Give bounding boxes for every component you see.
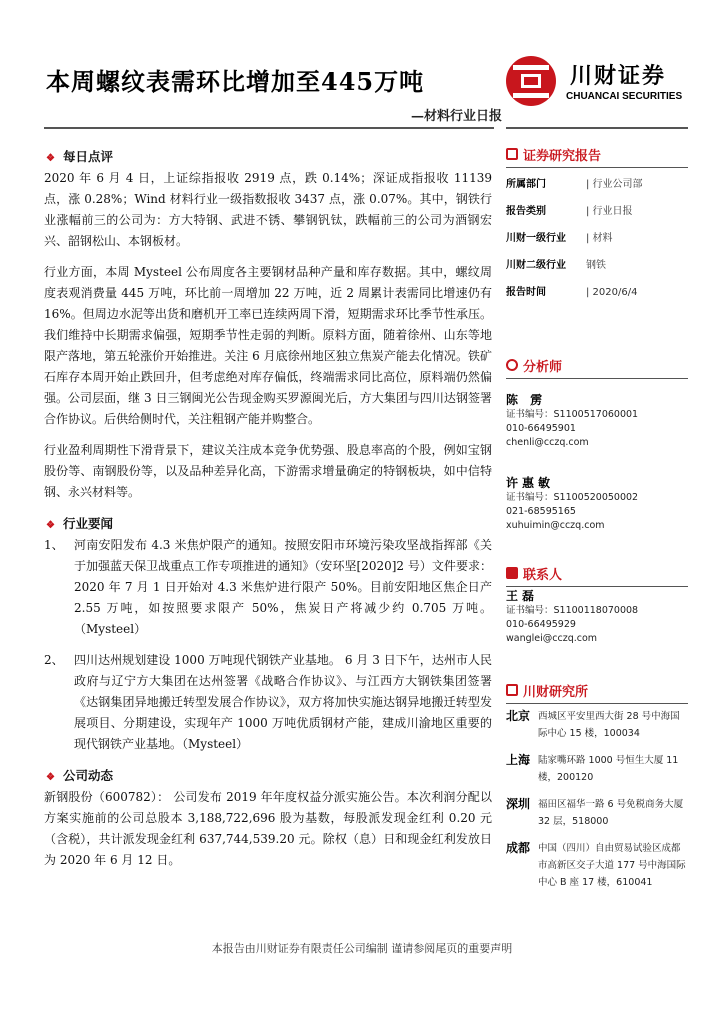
office-address: 陆家嘴环路 1000 号恒生大厦 11 楼，200120	[538, 755, 679, 783]
analyst-email[interactable]: xuhuimin@cczq.com	[506, 520, 605, 531]
header-rule-left	[44, 127, 494, 129]
divider	[506, 378, 688, 379]
report-subtitle: —材料行业日报	[410, 109, 502, 124]
analyst-phone: 021-68595165	[506, 506, 576, 517]
sidebar	[506, 144, 688, 901]
analyst-cert: 证书编号：S1100517060001	[506, 409, 639, 420]
analyst-card	[506, 476, 688, 533]
section-daily-title: ❖ 每日点评	[46, 149, 113, 164]
office-city: 成都	[506, 841, 531, 855]
analyst-name: 许惠敏	[506, 476, 555, 490]
sidebar-analyst-title: 分析师	[506, 355, 688, 375]
section-news-title: ❖ 行业要闻	[46, 516, 113, 531]
logo-chinese-name: 川财证券	[570, 64, 667, 89]
divider	[506, 586, 688, 587]
info-row: 报告时间 | 2020/6/4	[506, 287, 638, 298]
sidebar-contact-title: 联系人	[506, 563, 688, 583]
contact-phone: 010-66495929	[506, 619, 576, 630]
news-item	[44, 650, 492, 755]
news-item	[44, 535, 492, 640]
report-icon	[506, 148, 518, 160]
daily-paragraph-3: 行业盈利周期性下滑背景下，建议关注成本竞争优势强、股息率高的个股，例如宝钢股份等、南钢股份等，以及品种差异化高，下游需求增量确定的特钢板块，如中信特钢、永兴材料等。	[44, 443, 492, 499]
info-row: 川财二级行业 钢铁	[506, 260, 606, 271]
diamond-bullet-icon: ❖	[46, 772, 55, 783]
company-paragraph: 新钢股份（600782）： 公司发布 2019 年年度权益分派实施公告。本次利润分配以方案实施前的公司总股本 3,188,722,696 股为基数，每股派发现金红利 0.20 元（含税），共计派发现金红利 637,744,539.20 元。除权（息）日和现金红利发放日为 2020 年 6 月 12 日。	[44, 790, 492, 867]
analyst-card	[506, 393, 688, 450]
contact-cert: 证书编号：S1100118070008	[506, 605, 639, 616]
office-item	[506, 708, 688, 742]
contact-email[interactable]: wanglei@cczq.com	[506, 633, 598, 644]
main-column	[44, 146, 492, 881]
office-item	[506, 752, 688, 786]
office-city: 深圳	[506, 797, 531, 811]
section-company-title: ❖ 公司动态	[46, 768, 113, 783]
info-row: 报告类别 | 行业日报	[506, 206, 633, 217]
office-city: 上海	[506, 753, 531, 767]
office-address: 西城区平安里西大街 28 号中海国际中心 15 楼，100034	[538, 711, 680, 739]
contact-icon	[506, 567, 518, 579]
analyst-phone: 010-66495901	[506, 423, 576, 434]
info-row: 所属部门 | 行业公司部	[506, 179, 643, 190]
divider	[506, 167, 688, 168]
company-logo	[504, 54, 684, 110]
sidebar-office-title: 川财研究所	[506, 680, 688, 700]
office-address: 福田区福华一路 6 号免税商务大厦 32 层，518000	[538, 799, 684, 827]
daily-paragraph-2: 行业方面，本周 Mysteel 公布周度各主要钢材品种产量和库存数据。其中，螺纹周度表观消费量 445 万吨，环比前一周增加 22 万吨，近 2 周累计表需同比增速仍有 16%。但周边水泥等出货和磨机开工率已连续两周下滑，短期需求环比季节性承压。我们维持中长期需求偏强，短期季节性走弱的判断。原料方面，随着徐州、山东等地限产落地，第五轮涨价开始推进。关注 6 月底徐州地区独立焦炭产能去化情况。铁矿石库存本周开始止跌回升，但考虑绝对库存偏低，终端需求同比高位，原料端仍然偏强。公司层面，继 3 日三钢闽光公告现金购买罗源闽光后，方大集团与四川达钢签署合作协议。后供给侧时代，关注粗钢产能并购整合。	[44, 265, 492, 426]
logo-english-name: CHUANCAI SECURITIES	[566, 91, 683, 102]
contact-name: 王磊	[506, 589, 539, 603]
office-item	[506, 796, 688, 830]
header-rule-right	[506, 127, 688, 129]
contact-card	[506, 589, 688, 646]
office-item	[506, 840, 688, 891]
building-icon	[506, 684, 518, 696]
analyst-cert: 证书编号：S1100520050002	[506, 492, 639, 503]
diamond-bullet-icon: ❖	[46, 520, 55, 531]
sidebar-report-title: 证券研究报告	[506, 144, 688, 164]
office-city: 北京	[506, 709, 531, 723]
report-title: 本周螺纹表需环比增加至445万吨	[46, 67, 425, 96]
news-item-text: 四川达州规划建设 1000 万吨现代钢铁产业基地。 6 月 3 日下午，达州市人民政府与辽宁方大集团在达州签署《战略合作协议》、与江西方大钢铁集团签署《达钢集团异地搬迁转型发展合作协议》，双方将加快实施达钢异地搬迁转型发展项目、分期建设，实现年产 1000 万吨优质钢材产能，建成川渝地区重要的现代钢铁产业基地。（Mysteel）	[74, 653, 492, 751]
info-row: 川财一级行业 | 材料	[506, 233, 613, 244]
office-address: 中国（四川）自由贸易试验区成都市高新区交子大道 177 号中海国际中心 B 座 17 楼，610041	[538, 843, 686, 888]
news-item-number: 1、	[44, 538, 64, 552]
diamond-bullet-icon: ❖	[46, 153, 55, 164]
news-item-text: 河南安阳发布 4.3 米焦炉限产的通知。按照安阳市环境污染攻坚战指挥部《关于加强蓝天保卫战重点工作专项推进的通知》（安环坚[2020]2 号）文件要求：2020 年 7 月 1 日开始对 4.3 米焦炉进行限产 50%。目前安阳地区焦企日产 2.55 万吨，如按照要求限产 50%，焦炭日产将减少约 0.705 万吨。（Mysteel）	[74, 538, 492, 636]
news-item-number: 2、	[44, 653, 64, 667]
analyst-email[interactable]: chenli@cczq.com	[506, 437, 589, 448]
logo-mark-icon	[506, 56, 556, 106]
analyst-name: 陈 雳	[506, 393, 547, 407]
divider	[506, 703, 688, 704]
footer-disclaimer: 本报告由川财证券有限责任公司编制 谨请参阅尾页的重要声明	[211, 942, 513, 955]
daily-paragraph-1: 2020 年 6 月 4 日，上证综指报收 2919 点，跌 0.14%；深证成指报收 11139 点，涨 0.28%；Wind 材料行业一级指数报收 3437 点，涨 0.07%。其中，钢铁行业涨幅前三的公司为：方大特钢、武进不锈、攀钢钒钛，跌幅前三的公司为酒钢宏兴、韶钢松山、本钢板材。	[44, 171, 492, 248]
person-icon	[506, 359, 518, 371]
